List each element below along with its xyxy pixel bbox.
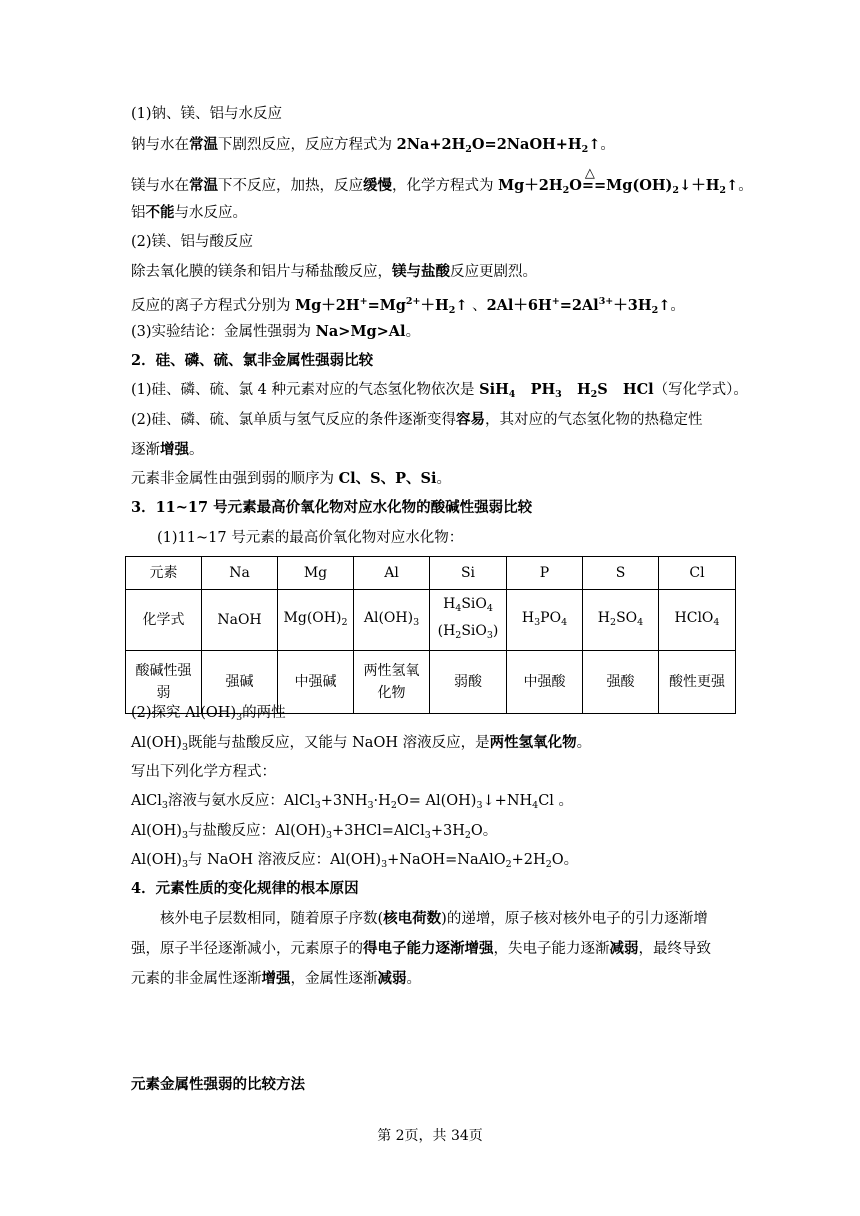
paragraph: 镁与水在常温下不反应，加热，反应缓慢，化学方程式为 $Mg+2H_2O$ △ $==Mg(OH)_2↓+H_2↑$。 <box>131 166 753 196</box>
table-cell: Al <box>354 557 430 590</box>
table-cell: Mg <box>278 557 354 590</box>
paragraph: (2)镁、铝与酸反应 <box>131 234 254 250</box>
table-cell: $Mg(OH)_2$ <box>278 590 354 651</box>
paragraph: 逐渐增强。 <box>131 441 204 458</box>
table-cell: 酸性更强 <box>659 651 736 714</box>
table-cell: 两性氢氧化物 <box>354 651 430 714</box>
table-cell: S <box>583 557 659 590</box>
table-cell: 酸碱性强弱 <box>126 651 202 714</box>
table-cell: 元素 <box>126 557 202 590</box>
paragraph: 强，原子半径逐渐减小，元素原子的得电子能力逐渐增强，失电子能力逐渐减弱，最终导致 <box>131 940 711 957</box>
paragraph: (3)实验结论：金属性强弱为 Na>Mg>Al。 <box>131 323 421 340</box>
paragraph: (2)探究 $Al(OH)_3$的两性 <box>131 705 286 723</box>
table-cell: 强碱 <box>202 651 278 714</box>
table-cell: $H_2SO_4$ <box>583 590 659 651</box>
table-row <box>126 590 736 651</box>
paragraph: $Al(OH)_3$与盐酸反应：$Al(OH)_3+3HCl=AlCl_3+3H_2O$。 <box>131 823 498 841</box>
equation: $2Na+2H_2O=2NaOH+H_2↑$ <box>396 136 601 155</box>
paragraph: $Al(OH)_3$既能与盐酸反应，又能与 NaOH 溶液反应，是两性氢氧化物。 <box>131 734 592 753</box>
table-cell: Si <box>430 557 507 590</box>
paragraph: 除去氧化膜的镁条和铝片与稀盐酸反应，镁与盐酸反应更剧烈。 <box>131 263 537 280</box>
section-heading: 4．元素性质的变化规律的根本原因 <box>131 880 359 897</box>
table-cell: 中强碱 <box>278 651 354 714</box>
section-heading: 3．11~17 号元素最高价氧化物对应水化物的酸碱性强弱比较 <box>131 499 533 516</box>
page-footer: 第 2页，共 34页 <box>377 1128 483 1144</box>
paragraph: (2)硅、磷、硫、氯单质与氢气反应的条件逐渐变得容易，其对应的气态氢化物的热稳定性 <box>131 411 703 428</box>
table-cell: $H_3PO_4$ <box>507 590 583 651</box>
paragraph: 写出下列化学方程式： <box>131 764 276 780</box>
paragraph: AlCl$_3$溶液与氨水反应：$AlCl_3+3NH_3\cdot H_2O=$ $Al(OH)_3↓+NH_4Cl$ 。 <box>131 793 574 811</box>
paragraph: 反应的离子方程式分别为 $Mg+2H^+=Mg^{2+}+H_2↑$ 、$2Al+6H^+=2Al^{3+}+3H_2↑$。 <box>131 296 685 316</box>
table-cell: P <box>507 557 583 590</box>
paragraph: (1)硅、磷、硫、氯 4 种元素对应的气态氢化物依次是 SiH$_4$ $PH_3$ $H_2S$ HCl（写化学式）。 <box>131 381 748 400</box>
section-heading: 元素金属性强弱的比较方法 <box>131 1076 305 1093</box>
paragraph: (1)钠、镁、铝与水反应 <box>131 106 283 122</box>
table-cell: Cl <box>659 557 736 590</box>
table-cell: $H_4SiO_4$ $(H_2SiO_3)$ <box>430 590 507 651</box>
section-heading: 2．硅、磷、硫、氯非金属性强弱比较 <box>131 352 374 369</box>
table-row <box>126 557 736 590</box>
equation: $Mg+2H_2O$ △ $==Mg(OH)_2↓+H_2↑$ <box>498 166 739 196</box>
table-cell: 中强酸 <box>507 651 583 714</box>
table-cell: 强酸 <box>583 651 659 714</box>
table-cell: $Al(OH)_3$ <box>354 590 430 651</box>
paragraph: (1)11~17 号元素的最高价氧化物对应水化物： <box>157 530 464 546</box>
equation: $Mg+2H^+=Mg^{2+}+H_2↑$ <box>295 296 468 316</box>
paragraph: $Al(OH)_3$与 NaOH 溶液反应：$Al(OH)_3+NaOH=NaAlO_2+2H_2O$。 <box>131 852 579 870</box>
paragraph: 元素的非金属性逐渐增强，金属性逐渐减弱。 <box>131 970 421 987</box>
paragraph: 铝不能与水反应。 <box>131 204 247 221</box>
paragraph: 核外电子层数相同，随着原子序数(核电荷数)的递增，原子核对核外电子的引力逐渐增 <box>160 910 708 927</box>
element-table <box>125 556 736 714</box>
equation: $2Al+6H^+=2Al^{3+}+3H_2↑$ <box>486 296 671 316</box>
table-cell: Na <box>202 557 278 590</box>
paragraph: 钠与水在常温下剧烈反应，反应方程式为 $2Na+2H_2O=2NaOH+H_2↑$。 <box>131 136 615 155</box>
heat-symbol: △ <box>584 166 595 181</box>
table-cell: 弱酸 <box>430 651 507 714</box>
paragraph: 元素非金属性由强到弱的顺序为 Cl、S、P、Si。 <box>131 470 452 487</box>
table-cell: NaOH <box>202 590 278 651</box>
table-cell: HClO$_4$ <box>659 590 736 651</box>
table-cell: 化学式 <box>126 590 202 651</box>
